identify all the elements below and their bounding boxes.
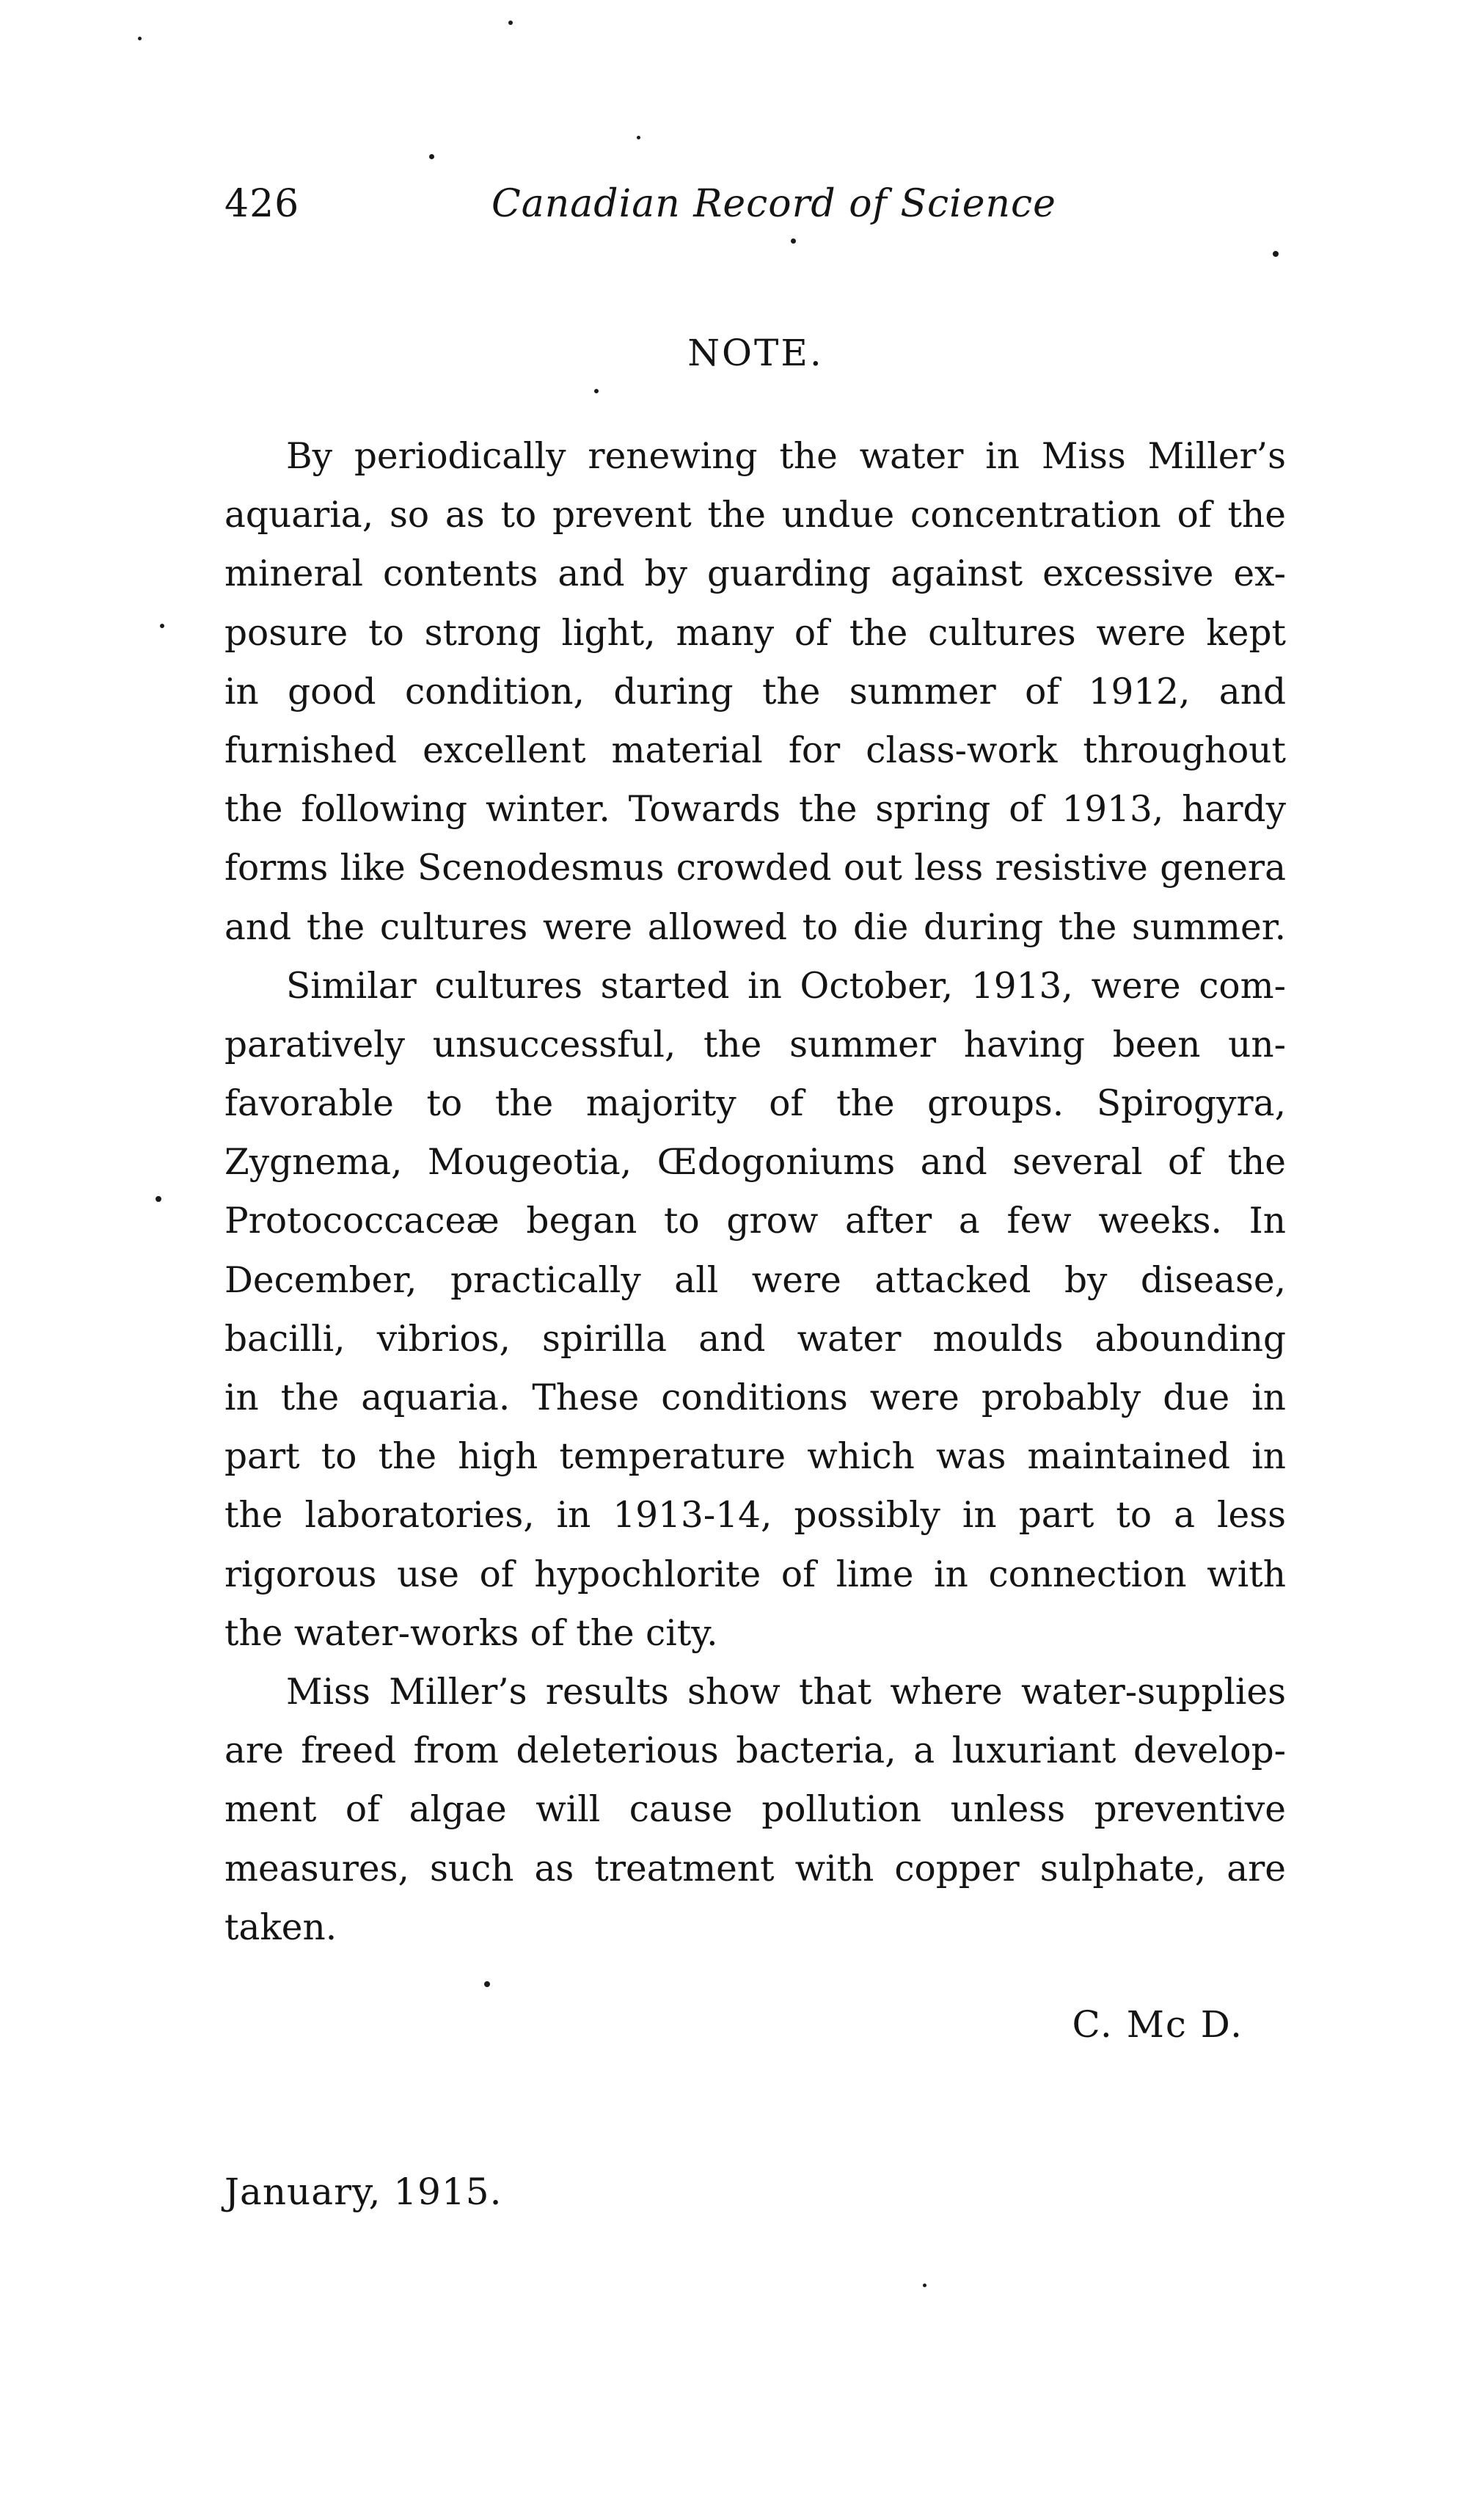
text-line: rigorous use of hypochlorite of lime in connection with <box>224 1553 1286 1595</box>
text-line: ment of algae will cause pollution unless preventive <box>224 1789 1286 1831</box>
scan-speck <box>791 238 796 244</box>
text-line: posure to strong light, many of the cultures were kept <box>224 612 1286 654</box>
text-line: Similar cultures started in October, 1913, were com- <box>286 965 1286 1007</box>
page-header <box>220 182 1291 233</box>
text-line: By periodically renewing the water in Miss Miller’s <box>286 436 1286 477</box>
text-line: in good condition, during the summer of 1912, and <box>224 671 1286 713</box>
text-line: Protococcaceæ began to grow after a few weeks. In <box>224 1200 1286 1242</box>
scan-speck <box>156 1196 161 1202</box>
scan-speck <box>484 1981 490 1987</box>
text-line: December, practically all were attacked by disease, <box>224 1259 1286 1301</box>
text-line: part to the high temperature which was maintained in <box>224 1436 1286 1478</box>
text-line: bacilli, vibrios, spirilla and water moulds abounding <box>224 1318 1286 1360</box>
text-line: aquaria, so as to prevent the undue concentration of the <box>224 495 1286 536</box>
text-line: are freed from deleterious bacteria, a luxuriant develop- <box>224 1730 1286 1772</box>
text-line: paratively unsuccessful, the summer having been un- <box>224 1024 1286 1065</box>
text-line: furnished excellent material for class-work throughout <box>224 729 1286 771</box>
scan-speck <box>594 389 599 393</box>
scan-speck <box>1273 251 1279 257</box>
text-line: in the aquaria. These conditions were probably due in <box>224 1377 1286 1418</box>
text-line: Zygnema, Mougeotia, Œdogoniums and several of the <box>224 1142 1286 1184</box>
note-heading: NOTE. <box>687 332 824 374</box>
scan-speck <box>160 624 164 628</box>
text-line: forms like Scenodesmus crowded out less resistive genera <box>224 848 1286 889</box>
text-line: the water-works of the city. <box>224 1612 718 1654</box>
scan-speck <box>138 37 142 40</box>
text-line: and the cultures were allowed to die during the summer. <box>224 906 1286 948</box>
author-initials: C. Mc D. <box>1072 2003 1243 2046</box>
scan-speck <box>923 2284 926 2287</box>
scan-speck <box>637 136 640 139</box>
dateline: January, 1915. <box>224 2171 502 2213</box>
text-line: the following winter. Towards the spring of 1913, hardy <box>224 789 1286 831</box>
text-line: measures, such as treatment with copper sulphate, are <box>224 1848 1286 1889</box>
text-line: the laboratories, in 1913-14, possibly in part to a less <box>224 1495 1286 1537</box>
text-line: Miss Miller’s results show that where water-supplies <box>286 1671 1286 1713</box>
note-body <box>224 427 1286 1957</box>
scan-speck <box>429 154 434 159</box>
scan-speck <box>508 21 513 25</box>
text-line: mineral contents and by guarding against excessive ex- <box>224 553 1286 595</box>
text-line: taken. <box>224 1906 337 1948</box>
text-line: favorable to the majority of the groups. Spirogyra, <box>224 1083 1286 1125</box>
page-number: 426 <box>224 182 300 226</box>
running-title: Canadian Record of Science <box>491 182 1056 226</box>
